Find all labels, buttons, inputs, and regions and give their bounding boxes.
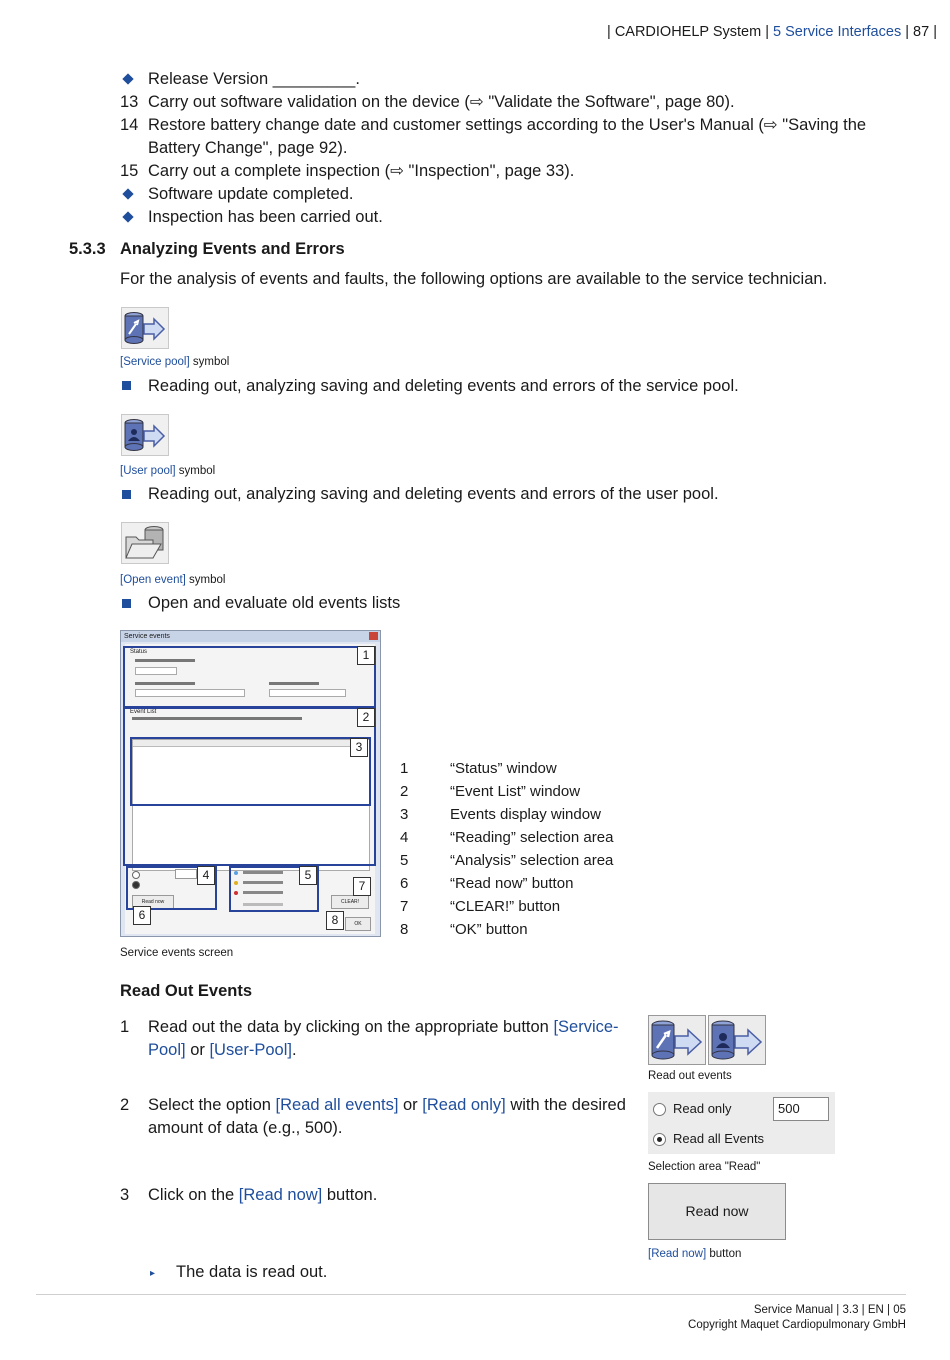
- read-now-mini-button[interactable]: Read now: [132, 895, 174, 909]
- read-now-button[interactable]: Read now: [648, 1183, 786, 1240]
- diamond-bullet-icon: [122, 211, 133, 222]
- clear-mini-button[interactable]: CLEAR!: [331, 895, 369, 909]
- open-event-caption: [Open event] symbol: [120, 574, 226, 586]
- service-pool-icon[interactable]: [121, 307, 169, 349]
- legend-row: 2 “Event List” window: [400, 783, 581, 800]
- read-only-radio[interactable]: [653, 1103, 666, 1116]
- callout-1: 1: [357, 646, 375, 665]
- legend-row: 4 “Reading” selection area: [400, 829, 614, 846]
- callout-6: 6: [133, 906, 151, 925]
- radio-selected-dot: [657, 1137, 662, 1142]
- legend-row: 8 “OK” button: [400, 921, 528, 938]
- open-event-icon[interactable]: [121, 522, 169, 564]
- callout-5: 5: [299, 866, 317, 885]
- window-titlebar: Service events: [121, 631, 380, 642]
- service-pool-button[interactable]: [648, 1015, 706, 1065]
- list-item: Carry out a complete inspection (⇨ "Inspection", page 33).: [148, 162, 575, 180]
- list-item: Release Version _________.: [148, 70, 360, 88]
- section-intro: For the analysis of events and faults, the following options are available to the service technician.: [120, 270, 828, 288]
- user-pool-button[interactable]: [708, 1015, 766, 1065]
- open-event-description: Open and evaluate old events lists: [148, 594, 401, 612]
- status-label: Status: [130, 649, 148, 655]
- list-item-continuation: Battery Change", page 92).: [148, 139, 348, 157]
- user-pool-link[interactable]: [User-Pool]: [209, 1041, 292, 1059]
- footer-line-2: Copyright Maquet Cardiopulmonary GmbH: [688, 1319, 906, 1331]
- callout-8: 8: [326, 911, 344, 930]
- header-chapter-link[interactable]: 5 Service Interfaces: [773, 24, 902, 40]
- read-only-link[interactable]: [Read only]: [422, 1096, 506, 1114]
- screenshot-caption: Service events screen: [120, 947, 234, 959]
- callout-4: 4: [197, 866, 215, 885]
- diamond-bullet-icon: [122, 73, 133, 84]
- list-item: Carry out software validation on the device (⇨ "Validate the Software", page 80).: [148, 93, 735, 111]
- read-all-label: Read all Events: [673, 1131, 765, 1146]
- callout-3: 3: [350, 738, 368, 757]
- ok-mini-button[interactable]: OK: [345, 917, 371, 931]
- diamond-bullet-icon: [122, 188, 133, 199]
- legend-row: 5 “Analysis” selection area: [400, 852, 614, 869]
- footer-divider: [36, 1294, 906, 1295]
- list-item: Software update completed.: [148, 185, 354, 203]
- close-icon[interactable]: [369, 632, 378, 640]
- read-now-caption: [Read now] button: [648, 1248, 742, 1260]
- page-header: | CARDIOHELP System | 5 Service Interfaces | 87 |: [607, 24, 937, 40]
- read-now-link[interactable]: [Read now]: [238, 1186, 323, 1204]
- read-all-radio[interactable]: [653, 1133, 666, 1146]
- status-window-frame: [123, 646, 376, 708]
- read-out-events-caption: Read out events: [648, 1070, 732, 1082]
- result-text: The data is read out.: [176, 1263, 328, 1281]
- legend-row: 6 “Read now” button: [400, 875, 574, 892]
- result-arrow-icon: ▸: [150, 1268, 156, 1279]
- step-3-text: Click on the [Read now] button.: [148, 1186, 378, 1204]
- read-only-label: Read only: [673, 1101, 732, 1116]
- user-pool-description: Reading out, analyzing saving and deleting events and errors of the user pool.: [148, 485, 719, 503]
- legend-row: 7 “CLEAR!” button: [400, 898, 561, 915]
- list-item: Inspection has been carried out.: [148, 208, 383, 226]
- legend-row: 1 “Status” window: [400, 760, 557, 777]
- header-page-number: 87: [913, 24, 930, 40]
- service-pool-caption: [Service pool] symbol: [120, 356, 230, 368]
- service-pool-link[interactable]: [Service-: [553, 1018, 619, 1036]
- step-2-text: Select the option [Read all events] or [Read only] with the desired amount of data (e.g., 500).: [148, 1096, 626, 1137]
- user-pool-caption: [User pool] symbol: [120, 465, 216, 477]
- callout-2: 2: [357, 708, 375, 727]
- step-1-text: Read out the data by clicking on the appropriate button [Service- Pool] or [User-Pool].: [148, 1018, 619, 1059]
- list-item: Restore battery change date and customer settings according to the User's Manual (⇨ "Saving the: [148, 116, 867, 134]
- selection-area-caption: Selection area "Read": [648, 1161, 761, 1173]
- user-pool-icon[interactable]: [121, 414, 169, 456]
- section-number: 5.3.3: [69, 240, 106, 258]
- header-product: CARDIOHELP System: [614, 24, 762, 40]
- callout-7: 7: [353, 877, 371, 896]
- square-bullet-icon: [122, 599, 131, 608]
- read-selection-area: [648, 1092, 835, 1154]
- service-pool-link-cont[interactable]: Pool]: [148, 1041, 186, 1059]
- square-bullet-icon: [122, 490, 131, 499]
- amount-field[interactable]: 500: [773, 1097, 829, 1121]
- subsection-title: Read Out Events: [120, 982, 253, 1000]
- square-bullet-icon: [122, 381, 131, 390]
- section-title: Analyzing Events and Errors: [120, 240, 345, 258]
- events-display-frame: [130, 737, 371, 806]
- footer-line-1: Service Manual | 3.3 | EN | 05: [753, 1304, 906, 1316]
- eventlist-label: Event List: [130, 709, 157, 715]
- service-pool-description: Reading out, analyzing saving and deleting events and errors of the service pool.: [148, 377, 739, 395]
- read-all-events-link[interactable]: [Read all events]: [275, 1096, 399, 1114]
- legend-row: 3 Events display window: [400, 806, 601, 823]
